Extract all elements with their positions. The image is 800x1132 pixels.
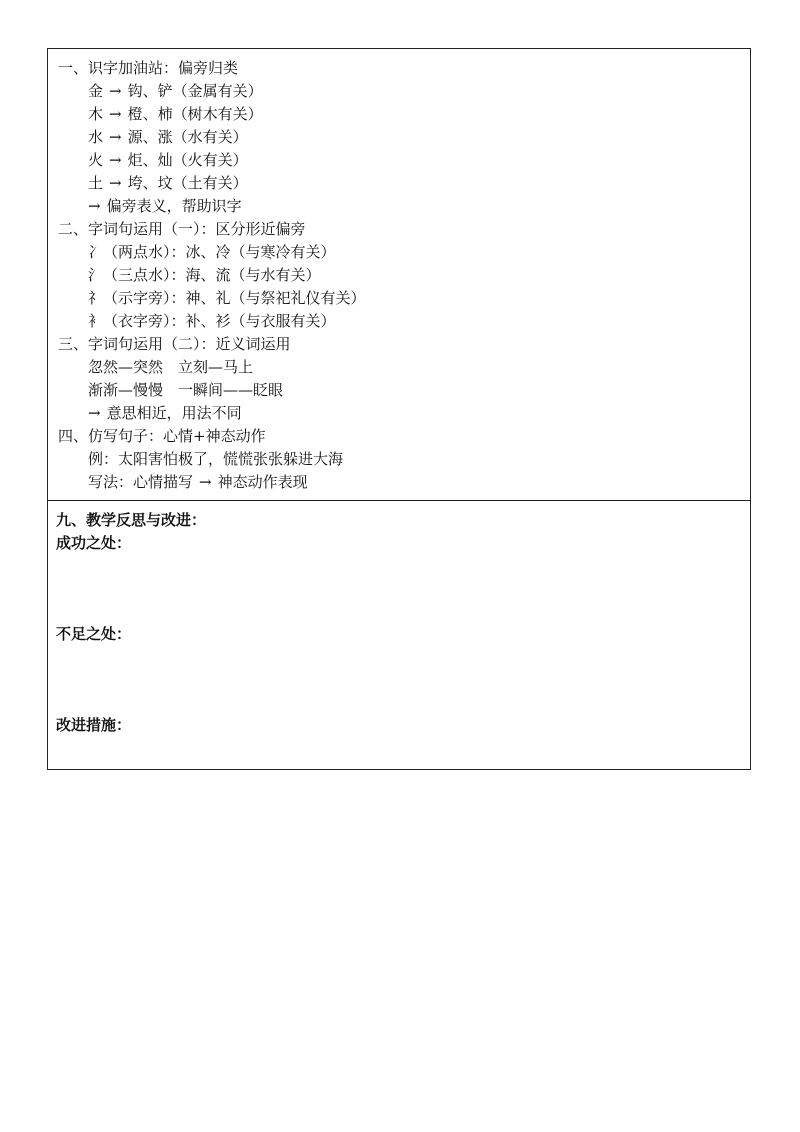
method-label: 写法：心情描写: [88, 473, 194, 491]
success-space: [48, 555, 750, 623]
radical-row: [48, 149, 750, 172]
shortcoming-label: 不足之处：: [56, 625, 132, 643]
similar-radical-row: 氵（三点水）：海、流（与水有关）: [88, 266, 321, 284]
radical-row: [48, 172, 750, 195]
summary-text: 意思相近，用法不同: [106, 404, 242, 422]
section3-summary: [48, 402, 750, 425]
chars: 橙、柿（树木有关）: [127, 105, 263, 123]
similar-radical-row: 礻（示字旁）：神、礼（与祭祀礼仪有关）: [88, 289, 366, 307]
reflection-heading: 九、教学反思与改进：: [56, 511, 207, 529]
blackboard-design-cell: [48, 49, 750, 501]
similar-radical-row: 冫（两点水）：冰、冷（与寒冷有关）: [88, 243, 336, 261]
arrow-icon: →: [109, 174, 122, 192]
radical: 木: [88, 105, 104, 123]
chars: 垮、坟（土有关）: [127, 174, 248, 192]
section3-heading: 三、字词句运用（二）：近义词运用: [58, 335, 291, 353]
radical: 水: [88, 128, 104, 146]
section1-summary: [48, 195, 750, 218]
shortcoming-space: [48, 646, 750, 714]
chars: 源、涨（水有关）: [127, 128, 248, 146]
radical: 土: [88, 174, 104, 192]
radical: 金: [88, 82, 104, 100]
summary-text: 偏旁表义，帮助识字: [106, 197, 242, 215]
synonym-row: 忽然—突然 立刻—马上: [88, 358, 254, 376]
arrow-icon: →: [88, 404, 101, 422]
success-label: 成功之处：: [56, 534, 132, 552]
example-sentence: 例：太阳害怕极了，慌慌张张躲进大海: [88, 450, 344, 468]
radical: 火: [88, 151, 104, 169]
chars: 炬、灿（火有关）: [127, 151, 248, 169]
lesson-plan-table: [47, 48, 751, 770]
section2-heading: 二、字词句运用（一）：区分形近偏旁: [58, 220, 306, 238]
synonym-row: 渐渐—慢慢 一瞬间——眨眼: [88, 381, 284, 399]
arrow-icon: →: [109, 105, 122, 123]
reflection-cell: [48, 501, 750, 769]
arrow-icon: →: [109, 151, 122, 169]
section1-heading: 一、识字加油站：偏旁归类: [58, 59, 239, 77]
arrow-icon: →: [88, 197, 101, 215]
radical-row: [48, 103, 750, 126]
section4-heading: 四、仿写句子：心情+神态动作: [58, 427, 266, 445]
method-result: 神态动作表现: [217, 473, 308, 491]
improvement-label: 改进措施：: [56, 716, 132, 734]
radical-row: [48, 80, 750, 103]
writing-method: [48, 471, 750, 494]
radical-row: [48, 126, 750, 149]
arrow-icon: →: [109, 82, 122, 100]
arrow-icon: →: [109, 128, 122, 146]
arrow-icon: →: [199, 473, 212, 491]
chars: 钩、铲（金属有关）: [127, 82, 263, 100]
similar-radical-row: 衤（衣字旁）：补、衫（与衣服有关）: [88, 312, 336, 330]
